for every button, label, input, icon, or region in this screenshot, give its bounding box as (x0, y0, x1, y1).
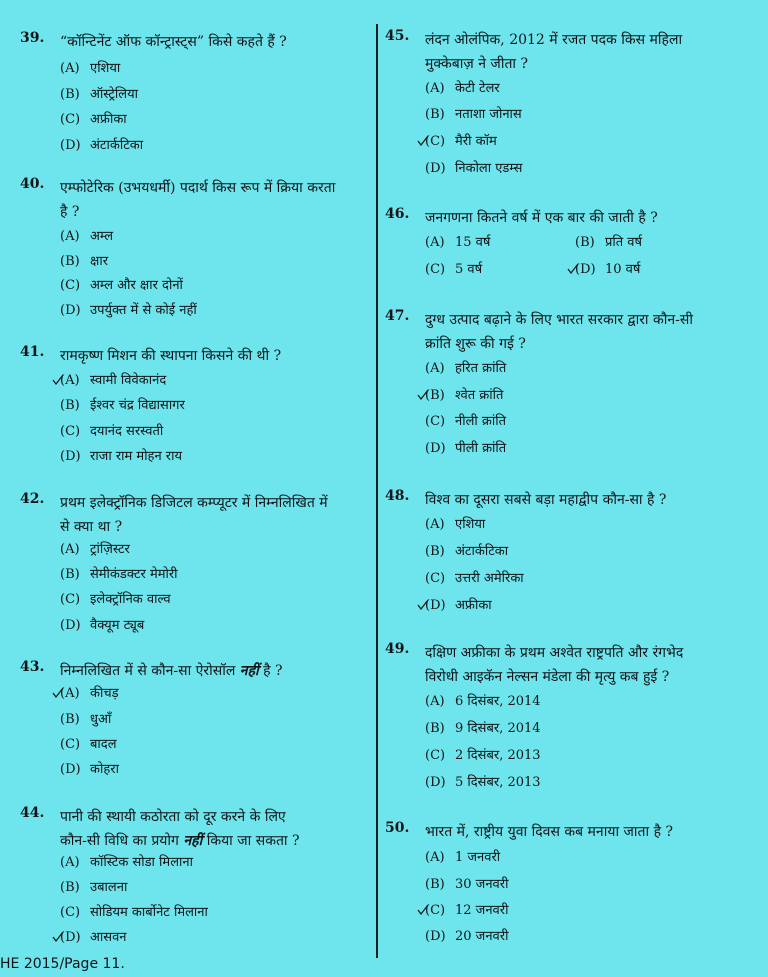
option-b[interactable]: (B) उबालना (60, 880, 128, 895)
option-a[interactable]: (A) ट्रांज़िस्टर (60, 542, 130, 557)
question-text: निम्नलिखित में से कौन-सा ऐरोसॉल नहीं है ? (60, 663, 283, 679)
option-a[interactable]: (A) हरित क्रांति (425, 361, 507, 376)
question-number: 39. (20, 30, 45, 46)
option-c[interactable]: (C) बादल (60, 737, 117, 752)
option-b[interactable]: (B) नताशा जोनास (425, 107, 522, 122)
option-c[interactable]: (C) इलेक्ट्रॉनिक वाल्व (60, 592, 171, 607)
option-b[interactable]: (B) 30 जनवरी (425, 877, 509, 892)
question-number: 41. (20, 344, 45, 360)
option-a[interactable]: (A) स्वामी विवेकानंद (60, 370, 166, 392)
question-40 (20, 176, 375, 326)
option-b[interactable]: (B) धुआँ (60, 712, 112, 727)
question-text: लंदन ओलंपिक, 2012 में रजत पदक किस महिला मुक्केबाज़ ने जीता ? (425, 32, 683, 72)
option-c[interactable]: (C) सोडियम कार्बोनेट मिलाना (60, 905, 208, 920)
option-d[interactable]: (D) आसवन (60, 927, 127, 949)
option-a[interactable]: (A) 6 दिसंबर, 2014 (425, 694, 541, 709)
question-text: भारत में, राष्ट्रीय युवा दिवस कब मनाया जाता है ? (425, 824, 673, 840)
question-42 (20, 491, 375, 641)
tick-mark-icon (417, 135, 429, 147)
tick-mark-icon (417, 904, 429, 916)
option-d[interactable]: (D) पीली क्रांति (425, 441, 507, 456)
page-footer: HE 2015/Page 11. (0, 956, 125, 972)
question-number: 49. (385, 641, 410, 657)
question-text: दुग्ध उत्पाद बढ़ाने के लिए भारत सरकार द्वारा कौन-सी क्रांति शुरू की गई ? (425, 312, 693, 352)
question-number: 46. (385, 206, 410, 222)
question-text: “कॉन्टिनेंट ऑफ कॉन्ट्रास्ट्स” किसे कहते हैं ? (60, 34, 287, 50)
tick-mark-icon (52, 374, 64, 386)
option-c[interactable]: (C) 2 दिसंबर, 2013 (425, 748, 541, 763)
tick-mark-icon (417, 599, 429, 611)
option-c[interactable]: (C) दयानंद सरस्वती (60, 424, 164, 439)
option-d[interactable]: (D) उपर्युक्त में से कोई नहीं (60, 303, 197, 318)
question-45 (385, 28, 765, 183)
option-d[interactable]: (D) वैक्यूम ट्यूब (60, 618, 145, 633)
question-number: 44. (20, 805, 45, 821)
option-a[interactable]: (A) एशिया (60, 61, 121, 76)
option-a[interactable]: (A) कॉस्टिक सोडा मिलाना (60, 855, 193, 870)
question-43 (20, 659, 375, 789)
option-d[interactable]: (D) 5 दिसंबर, 2013 (425, 775, 541, 790)
option-b[interactable]: (B) अंटार्कटिका (425, 544, 509, 559)
question-41 (20, 344, 375, 474)
option-a[interactable]: (A) अम्ल (60, 229, 114, 244)
question-50 (385, 820, 765, 955)
option-a[interactable]: (A) 1 जनवरी (425, 850, 501, 865)
question-text: दक्षिण अफ्रीका के प्रथम अश्वेत राष्ट्रपति और रंगभेद विरोधी आइकॅन नेल्सन मंडेला की मृत्यु कब हुई ? (425, 645, 684, 685)
option-d[interactable]: (D) 20 जनवरी (425, 929, 509, 944)
option-d[interactable]: (D) कोहरा (60, 762, 119, 777)
question-text: रामकृष्ण मिशन की स्थापना किसने की थी ? (60, 348, 282, 364)
tick-mark-icon (417, 389, 429, 401)
option-b[interactable]: (B) ईश्वर चंद्र विद्यासागर (60, 398, 185, 413)
question-number: 47. (385, 308, 410, 324)
question-text: जनगणना कितने वर्ष में एक बार की जाती है ? (425, 210, 658, 226)
question-number: 45. (385, 28, 410, 44)
option-b[interactable]: (B) प्रति वर्ष (575, 235, 643, 250)
option-b[interactable]: (B) श्वेत क्रांति (425, 385, 503, 407)
question-text: विश्व का दूसरा सबसे बड़ा महाद्वीप कौन-सा है ? (425, 492, 667, 508)
option-d[interactable]: (D) राजा राम मोहन राय (60, 449, 183, 464)
option-a[interactable]: (A) एशिया (425, 517, 486, 532)
option-a[interactable]: (A) कीचड़ (60, 683, 119, 705)
option-c[interactable]: (C) उत्तरी अमेरिका (425, 571, 524, 586)
option-b[interactable]: (B) 9 दिसंबर, 2014 (425, 721, 541, 736)
option-c[interactable]: (C) मैरी कॉम (425, 131, 497, 153)
option-a[interactable]: (A) 15 वर्ष (425, 235, 491, 250)
option-c[interactable]: (C) नीली क्रांति (425, 414, 507, 429)
tick-mark-icon (52, 931, 64, 943)
option-b[interactable]: (B) ऑस्ट्रेलिया (60, 87, 138, 102)
question-number: 50. (385, 820, 410, 836)
tick-mark-icon (567, 263, 579, 275)
question-39 (20, 30, 375, 160)
question-49 (385, 641, 765, 796)
question-text: प्रथम इलेक्ट्रॉनिक डिजिटल कम्प्यूटर में निम्नलिखित में से क्या था ? (60, 495, 328, 535)
option-a[interactable]: (A) केटी टेलर (425, 81, 500, 96)
question-47 (385, 308, 765, 463)
question-number: 48. (385, 488, 410, 504)
question-46 (385, 206, 765, 286)
option-d[interactable]: (D) अफ्रीका (425, 595, 492, 617)
option-d[interactable]: (D) 10 वर्ष (575, 259, 640, 281)
question-text: एम्फोटेरिक (उभयधर्मी) पदार्थ किस रूप में क्रिया करता है ? (60, 180, 336, 220)
question-number: 40. (20, 176, 45, 192)
question-44 (20, 805, 375, 955)
tick-mark-icon (52, 687, 64, 699)
column-divider (376, 24, 378, 958)
question-number: 42. (20, 491, 45, 507)
option-d[interactable]: (D) निकोला एडम्स (425, 161, 523, 176)
option-d[interactable]: (D) अंटार्कटिका (60, 138, 144, 153)
option-c[interactable]: (C) अफ्रीका (60, 112, 127, 127)
question-48 (385, 488, 765, 623)
question-text: पानी की स्थायी कठोरता को दूर करने के लिए कौन-सी विधि का प्रयोग नहीं किया जा सकता ? (60, 809, 300, 849)
option-b[interactable]: (B) सेमीकंडक्टर मेमोरी (60, 567, 178, 582)
option-c[interactable]: (C) अम्ल और क्षार दोनों (60, 278, 183, 293)
option-c[interactable]: (C) 12 जनवरी (425, 900, 508, 922)
question-number: 43. (20, 659, 45, 675)
option-c[interactable]: (C) 5 वर्ष (425, 262, 483, 277)
option-b[interactable]: (B) क्षार (60, 254, 109, 269)
